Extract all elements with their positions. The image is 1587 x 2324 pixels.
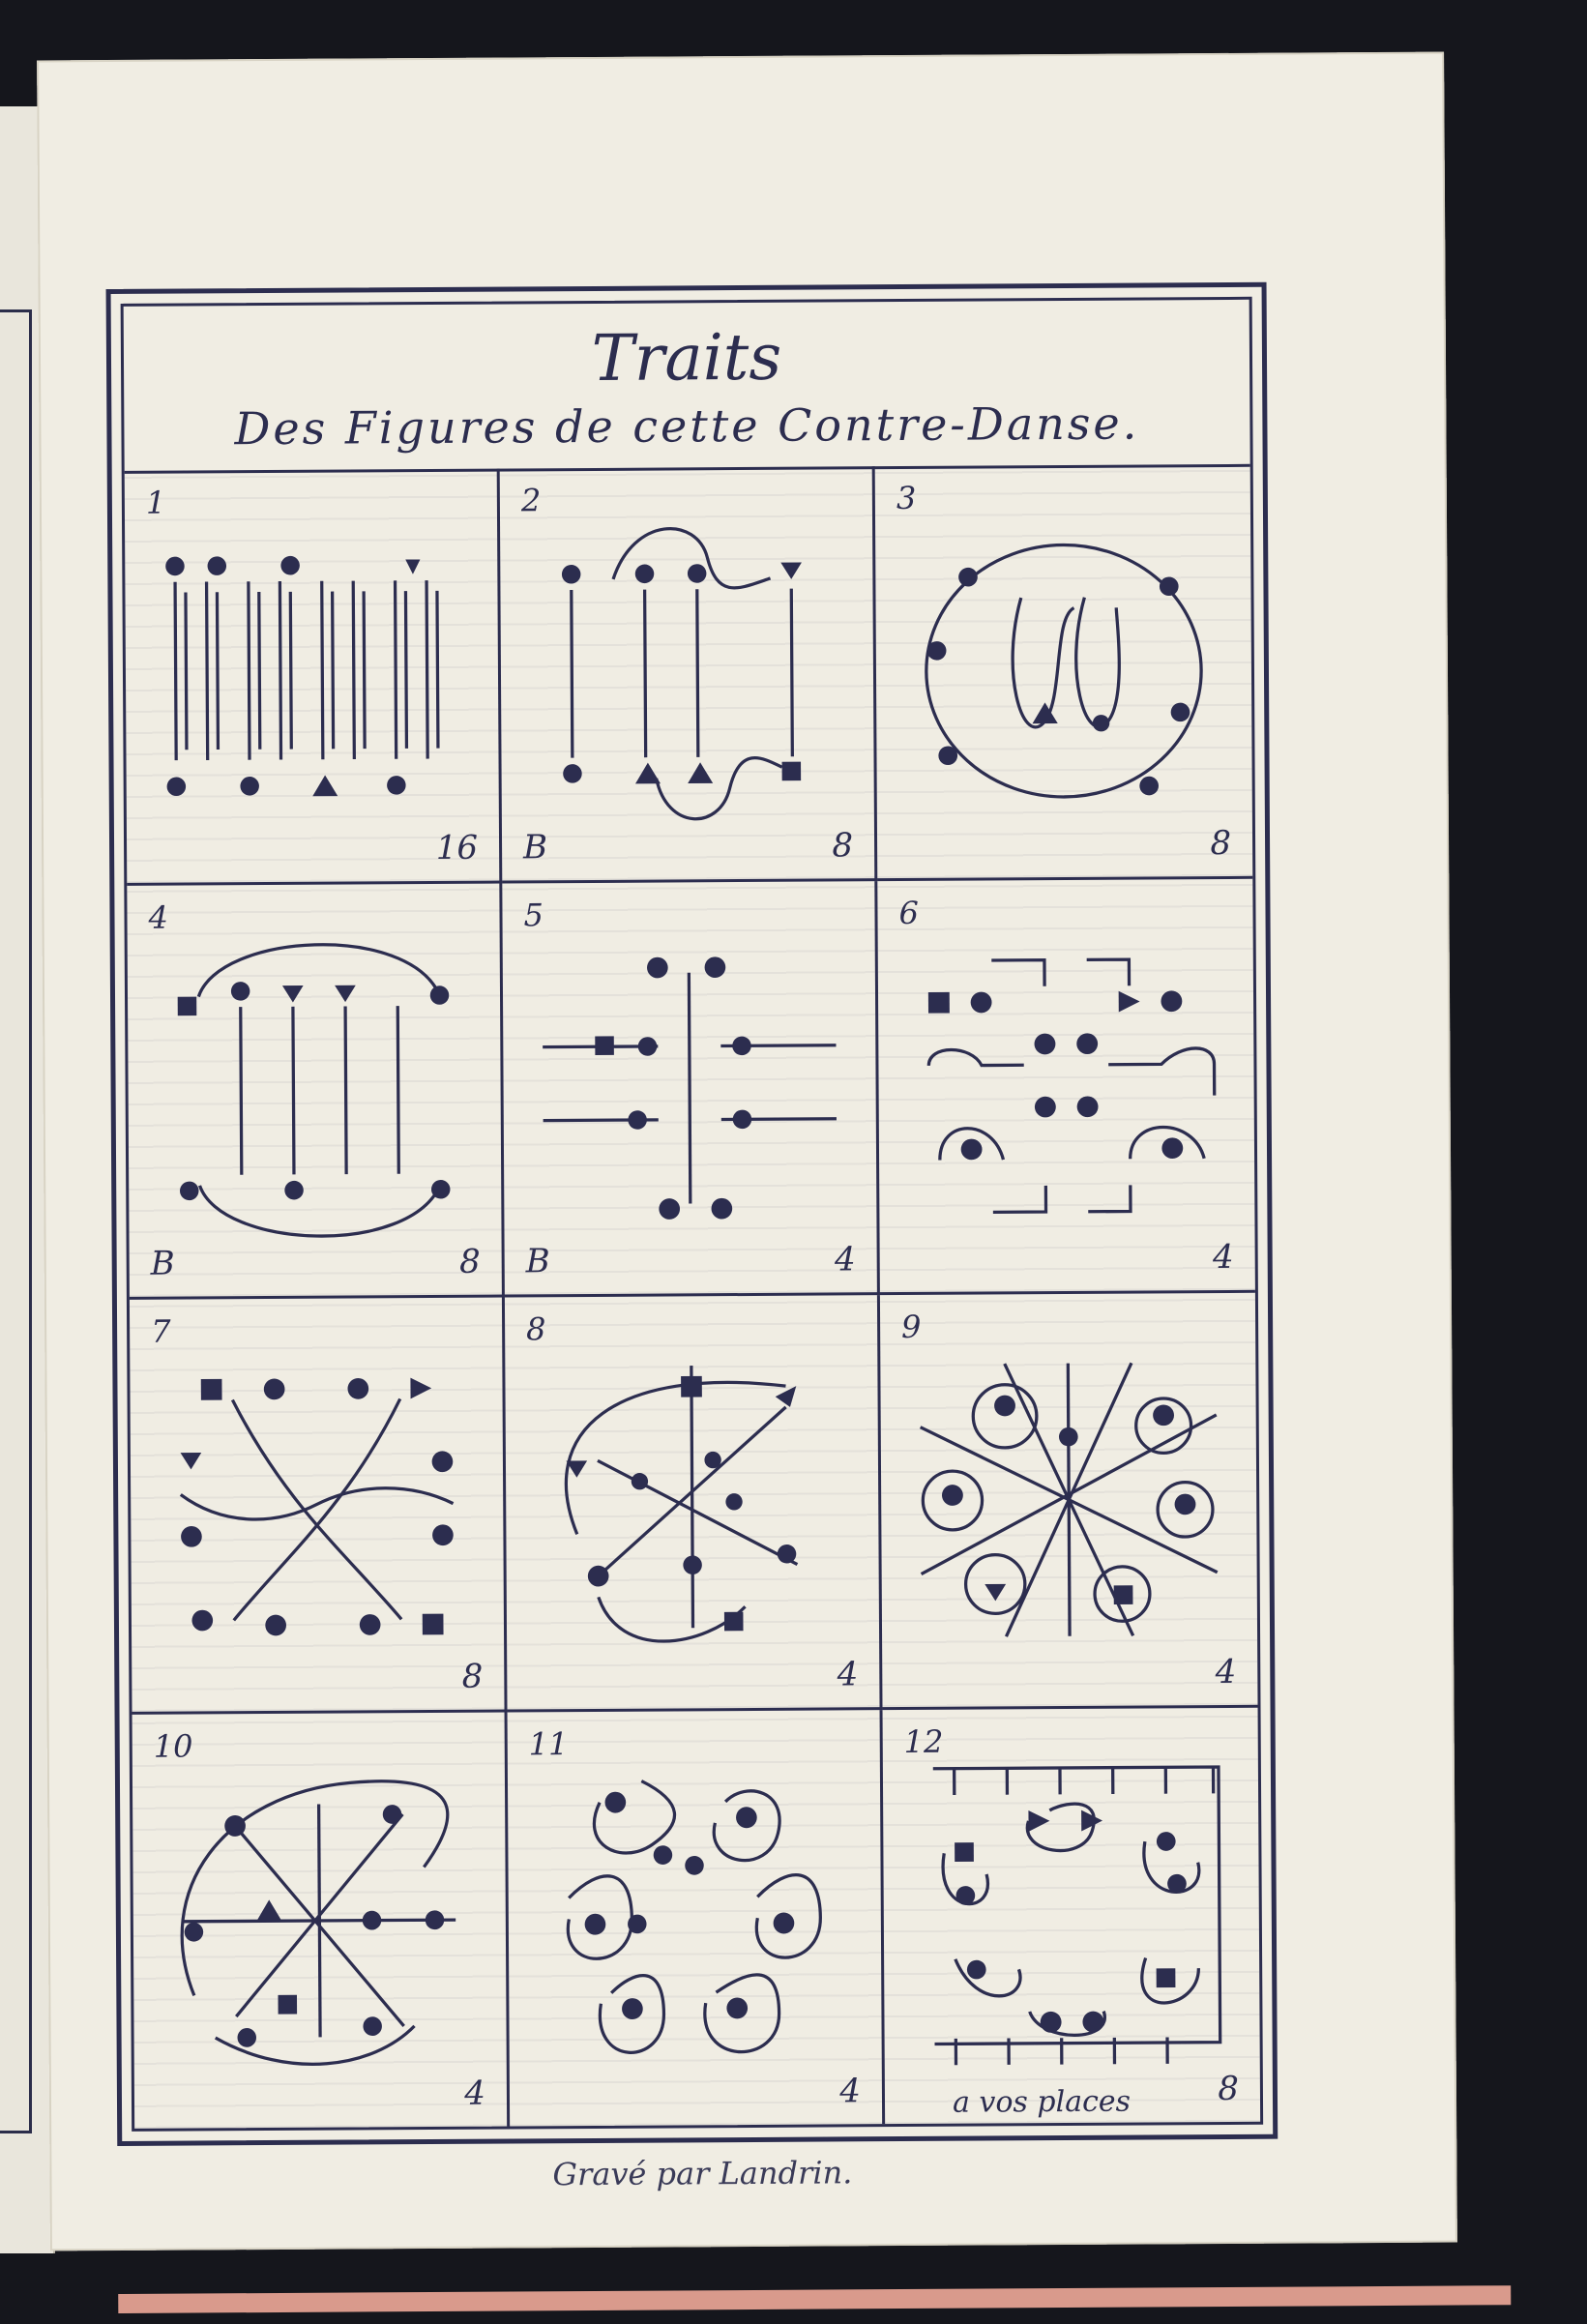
figure-grid <box>125 464 1260 2129</box>
figure-cell-1 <box>125 469 503 886</box>
plate-subtitle: Des Figures de cette Contre-Danse. <box>234 397 1140 456</box>
figure-number: 9 <box>900 1308 922 1346</box>
figure-number: 10 <box>153 1727 193 1765</box>
figure-number: 6 <box>898 894 919 931</box>
dance-path-drawing <box>909 1341 1228 1658</box>
figure-number: 2 <box>520 482 542 519</box>
dance-diagram <box>537 1758 853 2077</box>
dance-diagram <box>532 929 848 1246</box>
book-page <box>37 52 1457 2251</box>
figure-cell-6 <box>877 878 1255 1295</box>
figure-cell-3 <box>875 464 1253 881</box>
dance-diagram <box>534 1343 850 1660</box>
figure-cell-12 <box>883 1707 1261 2124</box>
figure-cell-9 <box>880 1293 1258 1710</box>
left-page-frame <box>0 309 32 2133</box>
places-note: a vos places <box>952 2084 1131 2120</box>
dance-diagram <box>159 1346 475 1662</box>
dance-path-drawing <box>532 929 848 1246</box>
figure-number: 12 <box>903 1722 944 1760</box>
measure-count: 8 <box>458 1242 481 1281</box>
measure-count: 4 <box>834 1240 856 1280</box>
measure-count: 4 <box>464 2074 486 2113</box>
dance-path-drawing <box>157 931 473 1248</box>
dance-path-drawing <box>154 517 470 834</box>
figure-number: 3 <box>896 479 917 517</box>
dance-path-drawing <box>537 1758 853 2077</box>
page-edge <box>118 2285 1511 2313</box>
dance-diagram <box>912 1755 1231 2074</box>
figure-cell-11 <box>508 1710 886 2127</box>
figure-letter: B <box>525 1242 550 1281</box>
engraver-credit: Gravé par Landrin. <box>552 2154 853 2193</box>
figure-number: 8 <box>526 1310 546 1348</box>
figure-letter: B <box>150 1244 175 1283</box>
figure-letter: B <box>522 827 548 867</box>
measure-count: 8 <box>1218 2069 1240 2109</box>
figure-number: 11 <box>528 1724 569 1762</box>
figure-number: 4 <box>148 898 168 936</box>
dance-diagram <box>909 1341 1228 1658</box>
dance-path-drawing <box>159 1346 475 1662</box>
dance-path-drawing <box>162 1760 478 2079</box>
plate-title: Traits <box>591 319 782 396</box>
dance-diagram <box>157 931 473 1248</box>
figure-cell-5 <box>502 881 880 1298</box>
measure-count: 4 <box>1212 1237 1234 1278</box>
measure-count: 4 <box>1215 1652 1237 1692</box>
dance-path-drawing <box>912 1755 1231 2074</box>
measure-count: 8 <box>832 825 854 865</box>
title-box <box>124 300 1250 474</box>
plate-inner-frame <box>121 297 1264 2132</box>
dance-diagram <box>904 513 1223 829</box>
dance-diagram <box>162 1760 478 2079</box>
dance-diagram <box>529 515 845 831</box>
measure-count: 4 <box>837 1654 859 1693</box>
figure-cell-7 <box>130 1298 508 1715</box>
measure-count: 8 <box>461 1657 484 1696</box>
figure-number: 1 <box>145 484 166 521</box>
figure-cell-4 <box>127 883 505 1300</box>
figure-number: 5 <box>523 896 544 933</box>
measure-count: 8 <box>1210 823 1232 863</box>
dance-path-drawing <box>529 515 845 831</box>
dance-path-drawing <box>907 927 1226 1243</box>
measure-count: 4 <box>839 2072 862 2111</box>
engraved-plate <box>106 282 1278 2146</box>
figure-cell-2 <box>500 466 878 883</box>
dance-path-drawing <box>904 513 1223 829</box>
figure-cell-10 <box>132 1712 511 2129</box>
dance-path-drawing <box>534 1343 850 1660</box>
dance-diagram <box>154 517 470 834</box>
figure-cell-8 <box>505 1295 883 1712</box>
measure-count: 16 <box>435 828 479 868</box>
figure-number: 7 <box>151 1312 171 1350</box>
dance-diagram <box>907 927 1226 1243</box>
